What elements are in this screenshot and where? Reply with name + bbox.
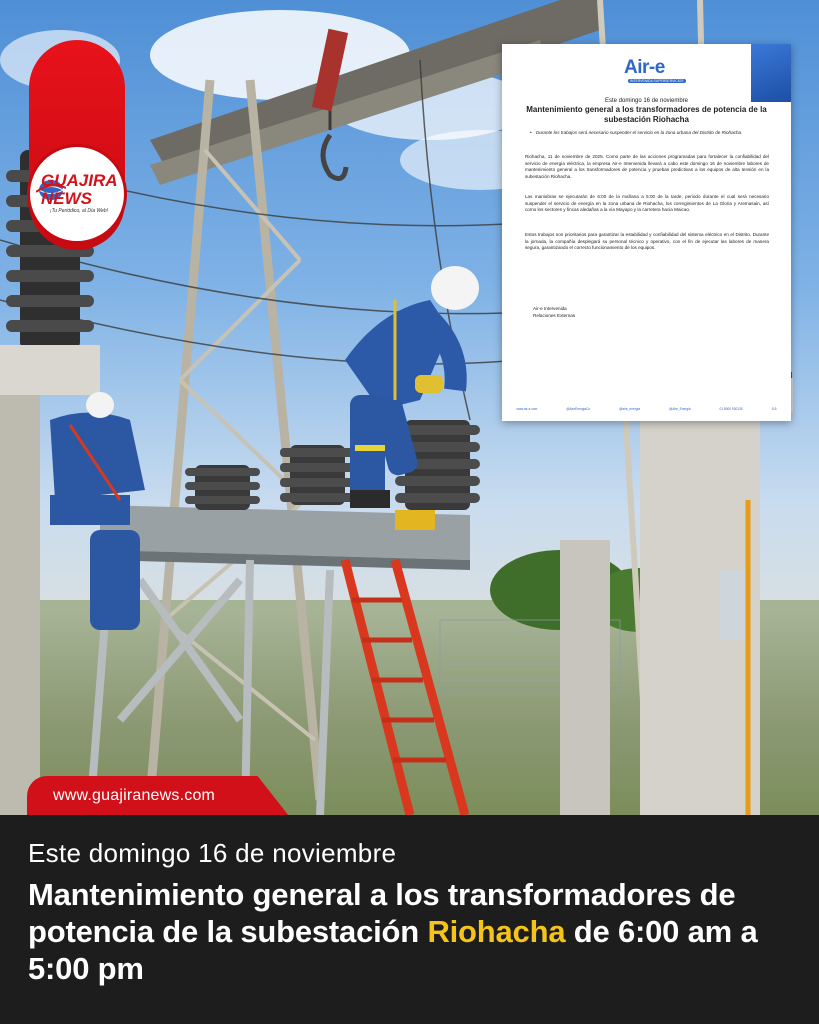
- footer-website: www.air-e.com: [516, 407, 538, 411]
- logo-tagline: ¡Tu Periódico, al Día Web!: [49, 208, 109, 214]
- footer-x: @Aire_Energia: [668, 407, 691, 411]
- document-signature-org: Air-e Intervenida: [533, 306, 567, 311]
- document-title: Mantenimiento general a los transformadores de potencia de la subestación Riohacha: [526, 105, 767, 124]
- footer-instagram: @aire_energia: [619, 407, 641, 411]
- logo-wordmark: GUAJIRA NEWS: [41, 171, 117, 208]
- headline-highlight: Riohacha: [427, 914, 566, 949]
- subheadline: Este domingo 16 de noviembre: [28, 838, 397, 868]
- footer-facebook: @AireEnergiaCo: [566, 407, 591, 411]
- footer-emergency: 115: [771, 407, 777, 411]
- aire-logo-subtitle: INTERVENIDA SUPERSERVICIOS: [630, 79, 684, 83]
- document-corner-photo: [751, 44, 791, 102]
- website-url[interactable]: www.guajiranews.com: [53, 787, 216, 804]
- document-signature-dept: Relaciones Externas: [533, 313, 576, 318]
- document-paragraph-2: Las maniobras se ejecutarán de 6:00 de la mañana a 5:00 de la tarde, periodo durante el cual será necesario suspender el servicio de energía en la zona urbana de Riohacha, los corregimientos de La Gloria y Aremasain, así como los sectores y fincas aledañas a la vía Mayapo y la carretera hacia Maicao.: [525, 194, 769, 213]
- document-paragraph-3: Estos trabajos son prioritarios para garantizar la estabilidad y confiabilidad del sistema eléctrico en el Distrito. Durante la jornada, la compañía desplegará su personal técnico y operativo, con el fin de ejecutar las labores de manera segura, garantizando el correcto funcionamiento de los equipos.: [525, 232, 769, 251]
- document-date: Este domingo 16 de noviembre: [604, 98, 689, 104]
- document-footer: [502, 403, 791, 415]
- document-bullet: • Durante los trabajos será necesario suspender el servicio en la zona urbana del Distrito de Riohacha.: [536, 130, 756, 136]
- headline-text-end: de 6:00 am a 5:00 pm: [28, 914, 758, 986]
- footer-phone: 01 8000 930135: [719, 407, 743, 411]
- headline-text-start: Mantenimiento general a los transformadores de potencia de la subestación: [28, 877, 736, 949]
- press-release-document: [502, 44, 791, 421]
- document-paragraph-1: Riohacha, 11 de noviembre de 2025. Como parte de las acciones programadas para fortalecer la confiabilidad del servicio de energía eléctrica, la empresa Air-e Intervenida llevará a cabo este domingo 16 de noviembre labores de mantenimiento general a los transformadores de potencia y pruebas predictivas a los equipos de alta tensión en la subestación Riohacha.: [525, 154, 769, 179]
- headline: [28, 876, 808, 987]
- aire-logo: Air-e: [624, 57, 665, 78]
